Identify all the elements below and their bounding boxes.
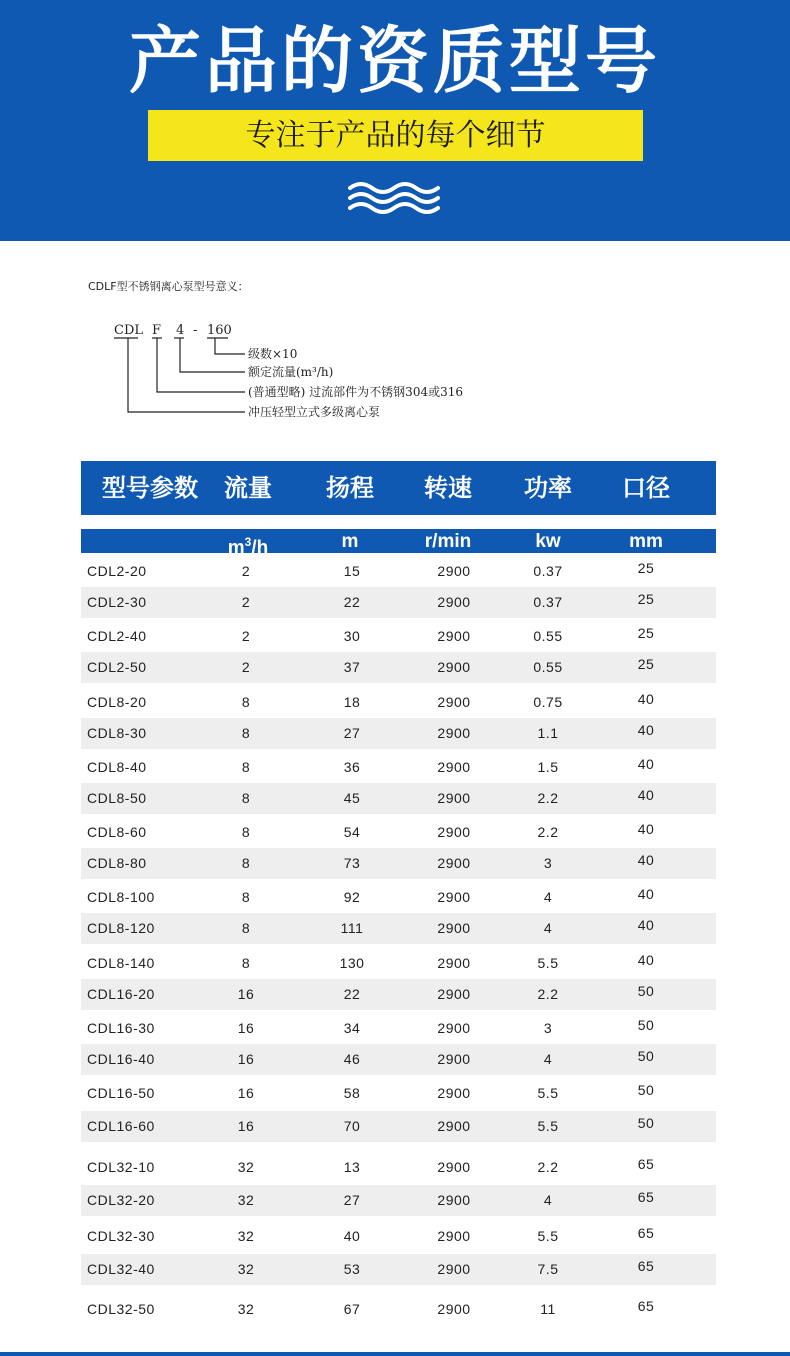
cell-speed: 2900: [437, 563, 471, 579]
cell-speed: 2900: [437, 1301, 471, 1317]
cell-caliber: 25: [637, 560, 655, 576]
table-row: [81, 1152, 716, 1183]
cell-caliber: 25: [637, 656, 655, 672]
cell-head: 67: [343, 1301, 361, 1317]
cell-flow: 16: [237, 986, 255, 1002]
cell-flow: 8: [241, 889, 251, 905]
unit-speed: r/min: [424, 531, 472, 552]
table-row: [81, 621, 716, 652]
cell-head: 27: [343, 725, 361, 741]
table-row: [81, 1221, 716, 1252]
cell-caliber: 40: [637, 787, 655, 803]
cell-head: 15: [343, 563, 361, 579]
cell-speed: 2900: [437, 659, 471, 675]
cell-head: 22: [343, 986, 361, 1002]
cell-model: CDL8-40: [87, 759, 147, 775]
cell-head: 130: [339, 955, 365, 971]
cell-flow: 8: [241, 725, 251, 741]
cell-flow: 8: [241, 920, 251, 936]
cell-caliber: 50: [637, 1017, 655, 1033]
cell-power: 4: [543, 1051, 553, 1067]
cell-speed: 2900: [437, 1261, 471, 1277]
cell-speed: 2900: [437, 955, 471, 971]
cell-model: CDL2-40: [87, 628, 147, 644]
cell-model: CDL8-140: [87, 955, 155, 971]
cell-speed: 2900: [437, 594, 471, 610]
header-flow: 流量: [224, 474, 272, 502]
header-banner: [0, 0, 790, 241]
cell-speed: 2900: [437, 1085, 471, 1101]
cell-power: 2.2: [537, 824, 559, 840]
cell-head: 92: [343, 889, 361, 905]
cell-power: 4: [543, 889, 553, 905]
cell-speed: 2900: [437, 759, 471, 775]
cell-head: 46: [343, 1051, 361, 1067]
cell-speed: 2900: [437, 1228, 471, 1244]
cell-power: 3: [543, 855, 553, 871]
code-part-dash: -: [193, 323, 198, 338]
table-row: [81, 556, 716, 587]
table-header: [81, 461, 716, 515]
table-row: [81, 1078, 716, 1109]
table-row: [81, 718, 716, 749]
cell-flow: 32: [237, 1228, 255, 1244]
table-row: [81, 1044, 716, 1075]
code-part-series: CDL: [114, 323, 144, 338]
table-row: [81, 783, 716, 814]
cell-head: 73: [343, 855, 361, 871]
cell-model: CDL8-120: [87, 920, 155, 936]
cell-model: CDL32-10: [87, 1159, 155, 1175]
cell-speed: 2900: [437, 986, 471, 1002]
cell-model: CDL2-30: [87, 594, 147, 610]
cell-caliber: 50: [637, 1082, 655, 1098]
cell-power: 1.5: [537, 759, 559, 775]
cell-head: 22: [343, 594, 361, 610]
cell-flow: 32: [237, 1159, 255, 1175]
cell-caliber: 40: [637, 756, 655, 772]
banner-title: 产品的资质型号: [128, 19, 661, 103]
cell-head: 45: [343, 790, 361, 806]
header-speed: 转速: [424, 474, 472, 502]
bottom-divider: [0, 1352, 790, 1356]
cell-flow: 8: [241, 855, 251, 871]
unit-head: m: [341, 531, 359, 552]
cell-caliber: 65: [637, 1258, 655, 1274]
cell-head: 54: [343, 824, 361, 840]
cell-flow: 2: [241, 659, 251, 675]
cell-speed: 2900: [437, 790, 471, 806]
cell-flow: 8: [241, 790, 251, 806]
cell-model: CDL16-20: [87, 986, 155, 1002]
cell-model: CDL2-20: [87, 563, 147, 579]
cell-flow: 32: [237, 1192, 255, 1208]
cell-flow: 32: [237, 1301, 255, 1317]
waves-icon: [348, 180, 440, 214]
cell-head: 18: [343, 694, 361, 710]
cell-head: 36: [343, 759, 361, 775]
cell-caliber: 65: [637, 1225, 655, 1241]
cell-model: CDL32-20: [87, 1192, 155, 1208]
table-row: [81, 752, 716, 783]
cell-speed: 2900: [437, 1051, 471, 1067]
cell-power: 2.2: [537, 1159, 559, 1175]
cell-power: 3: [543, 1020, 553, 1036]
cell-caliber: 40: [637, 821, 655, 837]
cell-flow: 16: [237, 1051, 255, 1067]
cell-speed: 2900: [437, 1159, 471, 1175]
cell-model: CDL2-50: [87, 659, 147, 675]
cell-caliber: 65: [637, 1156, 655, 1172]
cell-power: 4: [543, 920, 553, 936]
cell-caliber: 50: [637, 1048, 655, 1064]
cell-model: CDL16-60: [87, 1118, 155, 1134]
cell-caliber: 40: [637, 852, 655, 868]
cell-caliber: 25: [637, 591, 655, 607]
cell-power: 0.37: [533, 563, 563, 579]
table-units: [81, 529, 716, 559]
cell-flow: 2: [241, 628, 251, 644]
code-part-stages: 160: [207, 323, 232, 338]
table-row: [81, 848, 716, 879]
cell-flow: 16: [237, 1020, 255, 1036]
cell-model: CDL8-20: [87, 694, 147, 710]
cell-speed: 2900: [437, 855, 471, 871]
cell-power: 5.5: [537, 955, 559, 971]
table-row: [81, 1111, 716, 1142]
header-caliber: 口径: [622, 474, 670, 502]
cell-head: 37: [343, 659, 361, 675]
cell-model: CDL8-30: [87, 725, 147, 741]
cell-model: CDL16-40: [87, 1051, 155, 1067]
header-power: 功率: [524, 474, 572, 502]
cell-power: 2.2: [537, 986, 559, 1002]
cell-speed: 2900: [437, 1192, 471, 1208]
table-row: [81, 882, 716, 913]
cell-power: 0.55: [533, 659, 563, 675]
cell-model: CDL32-40: [87, 1261, 155, 1277]
table-row: [81, 817, 716, 848]
cell-flow: 16: [237, 1118, 255, 1134]
cell-speed: 2900: [437, 1118, 471, 1134]
legend-type: 冲压轻型立式多级离心泵: [248, 405, 381, 419]
cell-model: CDL16-50: [87, 1085, 155, 1101]
cell-model: CDL8-50: [87, 790, 147, 806]
cell-power: 7.5: [537, 1261, 559, 1277]
cell-head: 70: [343, 1118, 361, 1134]
cell-speed: 2900: [437, 889, 471, 905]
table-row: [81, 913, 716, 944]
cell-model: CDL8-80: [87, 855, 147, 871]
cell-head: 27: [343, 1192, 361, 1208]
cell-power: 1.1: [537, 725, 559, 741]
cell-caliber: 50: [637, 983, 655, 999]
table-row: [81, 948, 716, 979]
cell-caliber: 40: [637, 886, 655, 902]
cell-model: CDL32-30: [87, 1228, 155, 1244]
cell-speed: 2900: [437, 824, 471, 840]
cell-flow: 32: [237, 1261, 255, 1277]
cell-caliber: 25: [637, 625, 655, 641]
cell-head: 34: [343, 1020, 361, 1036]
cell-power: 5.5: [537, 1228, 559, 1244]
table-row: [81, 1185, 716, 1216]
legend-material: (普通型略) 过流部件为不锈钢304或316: [248, 385, 463, 399]
table-row: [81, 1294, 716, 1325]
header-model: 型号参数: [102, 474, 198, 502]
table-row: [81, 1013, 716, 1044]
cell-power: 5.5: [537, 1085, 559, 1101]
cell-power: 5.5: [537, 1118, 559, 1134]
cell-power: 11: [540, 1301, 556, 1317]
cell-speed: 2900: [437, 694, 471, 710]
cell-speed: 2900: [437, 1020, 471, 1036]
cell-caliber: 50: [637, 1115, 655, 1131]
table-row: [81, 1254, 716, 1285]
cell-flow: 8: [241, 955, 251, 971]
cell-power: 0.55: [533, 628, 563, 644]
cell-caliber: 65: [637, 1298, 655, 1314]
cell-caliber: 40: [637, 917, 655, 933]
banner-subtitle: 专注于产品的每个细节: [148, 110, 643, 161]
table-row: [81, 652, 716, 683]
cell-flow: 2: [241, 594, 251, 610]
cell-speed: 2900: [437, 725, 471, 741]
table-row: [81, 587, 716, 618]
cell-power: 0.37: [533, 594, 563, 610]
cell-power: 0.75: [533, 694, 563, 710]
cell-caliber: 40: [637, 691, 655, 707]
cell-flow: 8: [241, 694, 251, 710]
legend-stages: 级数×10: [248, 347, 298, 361]
cell-speed: 2900: [437, 920, 471, 936]
model-code-diagram: [110, 318, 550, 428]
cell-flow: 8: [241, 824, 251, 840]
model-meaning-title: CDLF型不锈钢离心泵型号意义：: [88, 280, 249, 293]
cell-head: 30: [343, 628, 361, 644]
cell-head: 58: [343, 1085, 361, 1101]
unit-power: kw: [535, 531, 561, 552]
cell-caliber: 65: [637, 1189, 655, 1205]
unit-flow: $m^3/h$: [227, 535, 269, 559]
cell-flow: 2: [241, 563, 251, 579]
cell-flow: 8: [241, 759, 251, 775]
code-part-flow: 4: [176, 323, 185, 338]
cell-power: 4: [543, 1192, 553, 1208]
cell-power: 2.2: [537, 790, 559, 806]
header-head: 扬程: [326, 474, 374, 502]
cell-head: 53: [343, 1261, 361, 1277]
legend-flow: 额定流量(m³/h): [248, 365, 334, 379]
table-row: [81, 979, 716, 1010]
code-part-material: F: [152, 323, 162, 338]
unit-caliber: mm: [629, 531, 663, 552]
table-row: [81, 687, 716, 718]
cell-caliber: 40: [637, 722, 655, 738]
cell-model: CDL8-100: [87, 889, 155, 905]
cell-head: 111: [340, 920, 364, 936]
cell-model: CDL32-50: [87, 1301, 155, 1317]
cell-head: 40: [343, 1228, 361, 1244]
cell-caliber: 40: [637, 952, 655, 968]
cell-head: 13: [343, 1159, 361, 1175]
cell-model: CDL16-30: [87, 1020, 155, 1036]
cell-speed: 2900: [437, 628, 471, 644]
cell-flow: 16: [237, 1085, 255, 1101]
cell-model: CDL8-60: [87, 824, 147, 840]
